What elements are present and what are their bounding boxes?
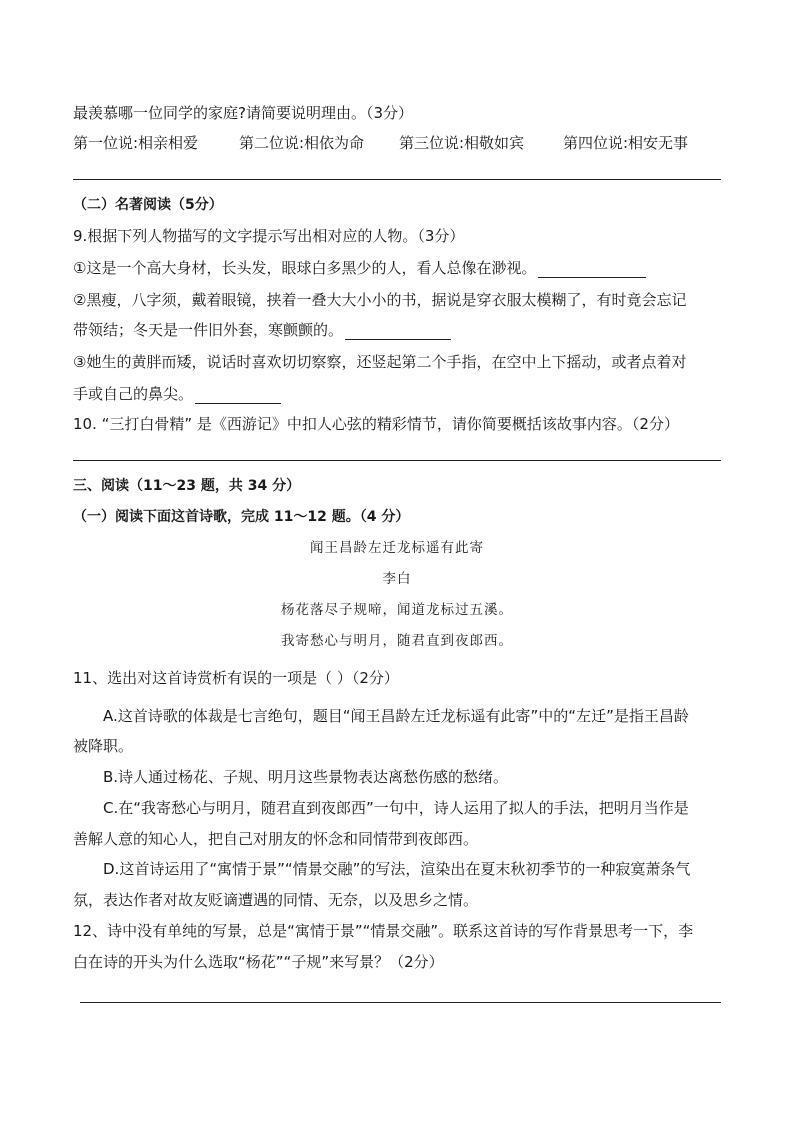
q11-option-d-line-2: 氛，表达作者对故友贬谪遭遇的同情、无奈，以及思乡之情。 xyxy=(73,891,479,909)
subsection-title: （一）阅读下面这首诗歌，完成 11～12 题。（4 分） xyxy=(73,509,410,525)
q9-item-3-line-2: 手或自己的鼻尖。 xyxy=(73,385,194,403)
q9-item-3-line-1: ③她生的黄胖而矮，说话时喜欢切切察察，还竖起第二个手指，在空中上下摇动，或者点着对 xyxy=(73,353,687,371)
q9-item-1-text: ①这是一个高大身材，长头发，眼球白多黑少的人，看人总像在渺视。 xyxy=(73,259,537,277)
q11-option-d-line-1: D.这首诗运用了“寓情于景”“情景交融”的写法，渲染出在夏末秋初季节的一种寂寞萧条气 xyxy=(103,860,691,878)
poem-title: 闻王昌龄左迁龙标遥有此寄 xyxy=(310,540,484,556)
q8-options xyxy=(73,133,688,153)
q9-item-3 xyxy=(73,384,281,404)
answer-line[interactable] xyxy=(73,460,721,461)
poem-line-2: 我寄愁心与明月，随君直到夜郎西。 xyxy=(281,633,513,649)
q9-answer-blank-3[interactable] xyxy=(195,387,281,404)
q11-option-b: B.诗人通过杨花、子规、明月这些景物表达离愁伤感的愁绪。 xyxy=(103,768,509,786)
q8-option-3: 第三位说:相敬如宾 xyxy=(399,134,525,152)
q8-option-1: 第一位说:相亲相爱 xyxy=(73,134,199,152)
q9-item-2 xyxy=(73,320,451,340)
answer-line[interactable] xyxy=(73,179,721,180)
q11-prompt: 11、选出对这首诗赏析有误的一项是（ ）（2分） xyxy=(73,669,399,687)
q11-option-c-line-1: C.在“我寄愁心与明月，随君直到夜郎西”一句中，诗人运用了拟人的手法，把明月当作是 xyxy=(103,799,689,817)
q9-item-2-line-1: ②黑瘦，八字须，戴着眼镜，挟着一叠大大小小的书，据说是穿衣服太模糊了，有时竟会忘记 xyxy=(73,291,687,309)
q9-answer-blank-1[interactable] xyxy=(538,261,646,278)
q9-prompt: 9.根据下列人物描写的文字提示写出相对应的人物。（3分） xyxy=(73,227,465,245)
q9-answer-blank-2[interactable] xyxy=(345,323,451,340)
answer-line[interactable] xyxy=(80,1002,721,1003)
q11-option-a-line-1: A.这首诗歌的体裁是七言绝句，题目“闻王昌龄左迁龙标遥有此寄”中的“左迁”是指王昌龄 xyxy=(103,707,689,725)
q12-prompt-line-1: 12、诗中没有单纯的写景，总是“寓情于景”“情景交融”。联系这首诗的写作背景思考一下，李 xyxy=(73,922,694,940)
poem-line-1: 杨花落尽子规啼，闻道龙标过五溪。 xyxy=(281,602,513,618)
q12-prompt-line-2: 白在诗的开头为什么选取“杨花”“子规”来写景？（2分） xyxy=(73,953,444,971)
q8-prompt: 最羡慕哪一位同学的家庭?请简要说明理由。（3分） xyxy=(73,104,414,122)
q8-option-2: 第二位说:相依为命 xyxy=(239,134,365,152)
q11-option-a-line-2: 被降职。 xyxy=(73,737,134,755)
q11-option-c-line-2: 善解人意的知心人，把自己对朋友的怀念和同情带到夜郎西。 xyxy=(73,830,479,848)
poem-author: 李白 xyxy=(382,571,412,587)
section-title: 三、阅读（11～23 题，共 34 分） xyxy=(73,478,301,494)
q10-prompt: 10. “三打白骨精” 是《西游记》中扣人心弦的精彩情节，请你简要概括该故事内容。（2分） xyxy=(73,415,679,433)
q9-item-2-line-2: 带领结；冬天是一件旧外套，寒颤颤的。 xyxy=(73,321,344,339)
section-title: （二）名著阅读（5分） xyxy=(73,197,223,213)
q8-option-4: 第四位说:相安无事 xyxy=(563,134,689,152)
q9-item-1 xyxy=(73,258,646,278)
